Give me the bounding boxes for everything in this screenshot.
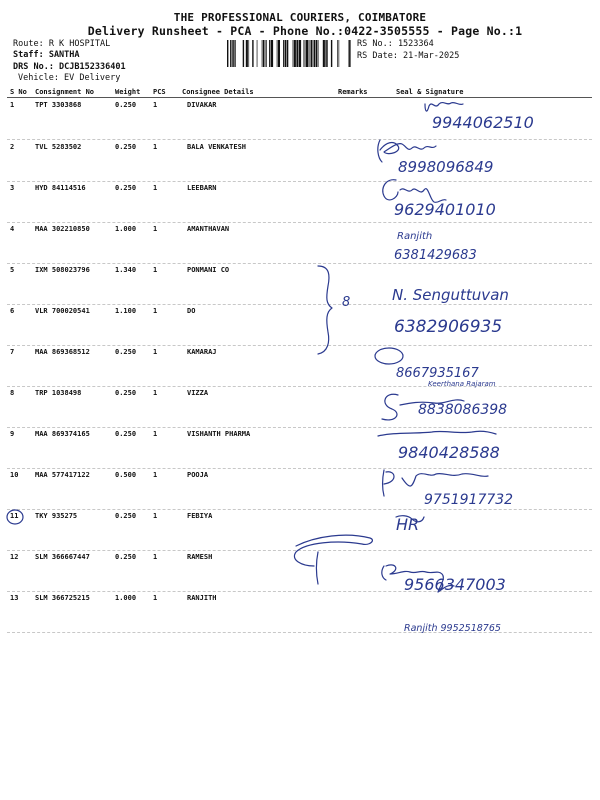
signature-phone-6: 6382906935 — [394, 317, 503, 337]
cell-weight: 0.250 — [115, 101, 137, 109]
signature-note-13: Ranjith 9952518765 — [404, 623, 501, 634]
cell-consignment: HYD 84114516 — [35, 184, 86, 192]
cell-consignee: RAMESH — [187, 553, 213, 561]
signature-phone-9: 9840428588 — [398, 443, 500, 462]
col-remarks: Remarks — [338, 88, 368, 96]
cell-consignment: MAA 869374165 — [35, 430, 90, 438]
signature-phone-1: 9944062510 — [432, 113, 534, 132]
cell-consignment: TKY 935275 — [35, 512, 78, 520]
cell-consignee: BALA VENKATESH — [187, 143, 247, 151]
signature-phone-12: 9566347003 — [404, 575, 506, 594]
cell-sno: 8 — [10, 389, 15, 397]
company-title: THE PROFESSIONAL COURIERS, COIMBATORE — [173, 11, 427, 24]
cell-pcs: 1 — [153, 143, 158, 151]
cell-sno: 1 — [10, 101, 15, 109]
rs-number: RS No.: 1523364 — [357, 39, 434, 49]
cell-pcs: 1 — [153, 184, 158, 192]
cell-pcs: 1 — [153, 225, 158, 233]
cell-consignment: MAA 577417122 — [35, 471, 90, 479]
cell-pcs: 1 — [153, 101, 158, 109]
signature-initials-11: HR — [396, 515, 420, 534]
cell-weight: 0.250 — [115, 184, 137, 192]
cell-pcs: 1 — [153, 430, 158, 438]
col-sno: S No — [10, 88, 27, 96]
cell-sno: 3 — [10, 184, 15, 192]
cell-consignment: TVL 5283502 — [35, 143, 82, 151]
cell-sno: 7 — [10, 348, 15, 356]
cell-weight: 0.250 — [115, 348, 137, 356]
col-weight: Weight — [115, 88, 141, 96]
cell-sno: 10 — [10, 471, 19, 479]
cell-pcs: 1 — [153, 594, 158, 602]
cell-pcs: 1 — [153, 512, 158, 520]
cell-weight: 1.000 — [115, 225, 137, 233]
cell-weight: 0.250 — [115, 512, 137, 520]
cell-sno: 9 — [10, 430, 15, 438]
cell-pcs: 1 — [153, 471, 158, 479]
cell-sno: 2 — [10, 143, 15, 151]
col-seal-signature: Seal & Signature — [396, 88, 464, 96]
cell-weight: 1.000 — [115, 594, 137, 602]
cell-consignee: DO — [187, 307, 196, 315]
cell-consignee: VIZZA — [187, 389, 209, 397]
cell-consignee: FEBIYA — [187, 512, 213, 520]
cell-sno: 4 — [10, 225, 15, 233]
col-pcs: PCS — [153, 88, 166, 96]
cell-pcs: 1 — [153, 266, 158, 274]
cell-weight: 0.500 — [115, 471, 137, 479]
cell-weight: 1.100 — [115, 307, 137, 315]
cell-consignee: PONMANI CO — [187, 266, 230, 274]
cell-consignment: MAA 869368512 — [35, 348, 90, 356]
cell-consignee: VISHANTH PHARMA — [187, 430, 251, 438]
cell-weight: 0.250 — [115, 143, 137, 151]
cell-consignment: MAA 302210850 — [35, 225, 90, 233]
runsheet-subtitle: Delivery Runsheet - PCA - Phone No.:0422-3505555 - Page No.:1 — [87, 24, 523, 38]
cell-weight: 0.250 — [115, 389, 137, 397]
cell-consignee: DIVAKAR — [187, 101, 217, 109]
cell-weight: 0.250 — [115, 553, 137, 561]
cell-sno: 13 — [10, 594, 19, 602]
cell-consignment: SLM 366667447 — [35, 553, 90, 561]
cell-pcs: 1 — [153, 348, 158, 356]
remark-mark: 8 — [342, 295, 351, 310]
cell-sno: 5 — [10, 266, 15, 274]
cell-consignment: TPT 3303868 — [35, 101, 82, 109]
cell-weight: 0.250 — [115, 430, 137, 438]
cell-consignment: IXM 508023796 — [35, 266, 90, 274]
cell-sno: 11 — [10, 512, 19, 520]
cell-consignment: SLM 366725215 — [35, 594, 90, 602]
cell-pcs: 1 — [153, 307, 158, 315]
cell-consignment: VLR 700020541 — [35, 307, 90, 315]
cell-consignment: TRP 1038498 — [35, 389, 82, 397]
signature-phone-3: 9629401010 — [394, 200, 496, 219]
signature-name-5: N. Senguttuvan — [392, 286, 509, 304]
cell-consignee: KAMARAJ — [187, 348, 217, 356]
signature-phone-4: 6381429683 — [394, 248, 477, 263]
cell-weight: 1.340 — [115, 266, 137, 274]
cell-pcs: 1 — [153, 389, 158, 397]
signature-phone-8: 8838086398 — [418, 402, 508, 418]
drs-number: DRS No.: DCJB152336401 — [13, 62, 126, 72]
signature-phone-10: 9751917732 — [424, 492, 514, 508]
cell-sno: 6 — [10, 307, 15, 315]
route-text: Route: R K HOSPITAL — [13, 39, 111, 49]
rs-date: RS Date: 21-Mar-2025 — [357, 51, 460, 61]
signature-phone-7: 8667935167 — [396, 366, 479, 381]
signature-phone-2: 8998096849 — [398, 158, 494, 176]
col-consignee: Consignee Details — [182, 88, 254, 96]
signature-note-7: Keerthana Rajaram — [428, 380, 496, 388]
cell-consignee: RANJITH — [187, 594, 217, 602]
cell-sno: 12 — [10, 553, 19, 561]
signature-name-4: Ranjith — [397, 231, 433, 242]
col-consignment: Consignment No — [35, 88, 95, 96]
staff-text: Staff: SANTHA — [13, 50, 80, 60]
cell-consignee: LEEBARN — [187, 184, 217, 192]
cell-pcs: 1 — [153, 553, 158, 561]
cell-consignee: AMANTHAVAN — [187, 225, 230, 233]
cell-consignee: POOJA — [187, 471, 209, 479]
vehicle-text: Vehicle: EV Delivery — [18, 73, 121, 83]
